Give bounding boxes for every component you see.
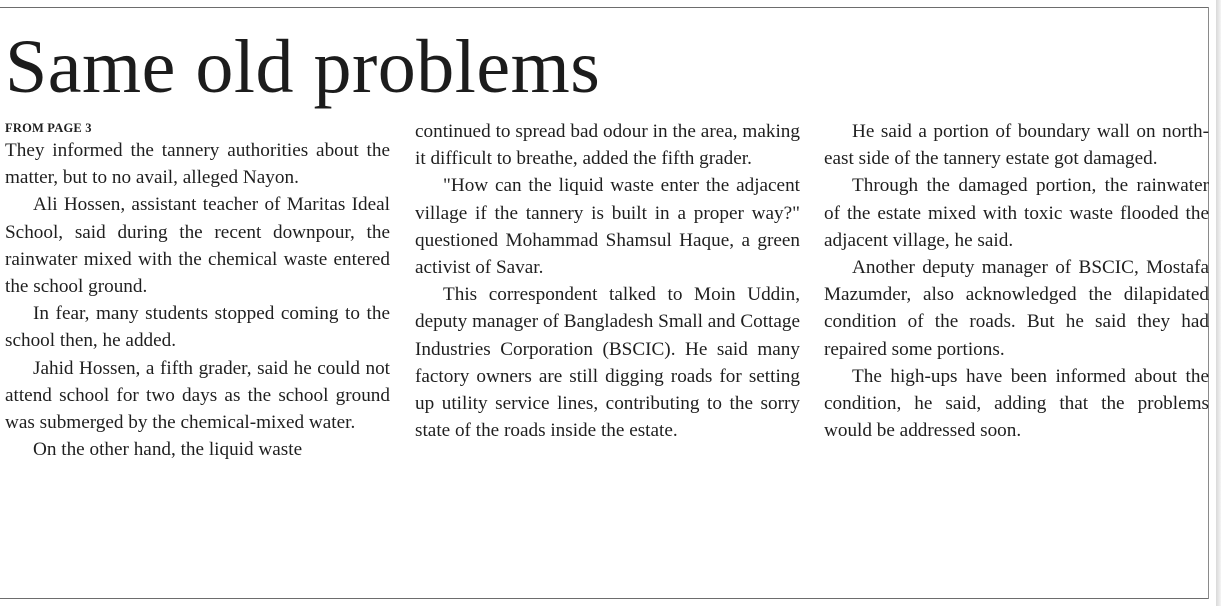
paragraph: continued to spread bad odour in the area, making it difficult to breathe, added the fifth grader. bbox=[415, 121, 800, 170]
article-column-3 bbox=[824, 118, 1209, 444]
paragraph: They informed the tannery authorities about the matter, but to no avail, alleged Nayon. bbox=[5, 140, 390, 189]
paragraph: On the other hand, the liquid waste bbox=[33, 439, 303, 461]
paragraph: The high-ups have been informed about the condition, he said, adding that the problems would be addressed soon. bbox=[824, 365, 1209, 442]
paragraph: This correspondent talked to Moin Uddin, deputy manager of Bangladesh Small and Cottage Industries Corporation (BSCIC). He said many factory owners are still digging roads for setting up utility service lines, contributing to the sorry state of the roads inside the estate. bbox=[415, 284, 800, 442]
continuation-kicker: FROM PAGE 3 bbox=[5, 121, 92, 135]
page-edge bbox=[1216, 0, 1221, 606]
bottom-rule bbox=[0, 598, 1208, 599]
article-column-2 bbox=[415, 118, 800, 444]
paragraph: Through the damaged portion, the rainwater of the estate mixed with toxic waste flooded the adjacent village, he said. bbox=[824, 175, 1209, 251]
paragraph: "How can the liquid waste enter the adjacent village if the tannery is built in a proper way?" questioned Mohammad Shamsul Haque, a green activist of Savar. bbox=[415, 175, 800, 279]
paragraph: In fear, many students stopped coming to the school then, he added. bbox=[5, 303, 390, 352]
article-column-1 bbox=[5, 120, 390, 463]
article-headline: Same old problems bbox=[5, 25, 601, 109]
paragraph: He said a portion of boundary wall on north-east side of the tannery estate got damaged. bbox=[824, 121, 1209, 170]
paragraph: Ali Hossen, assistant teacher of Maritas Ideal School, said during the recent downpour, the rainwater mixed with the chemical waste entered the school ground. bbox=[5, 194, 390, 298]
top-rule bbox=[0, 7, 1208, 8]
paragraph: Another deputy manager of BSCIC, Mostafa Mazumder, also acknowledged the dilapidated condition of the roads. But he said they had repaired some portions. bbox=[824, 257, 1209, 360]
paragraph: Jahid Hossen, a fifth grader, said he could not attend school for two days as the school ground was submerged by the chemical-mixed water. bbox=[5, 357, 390, 434]
